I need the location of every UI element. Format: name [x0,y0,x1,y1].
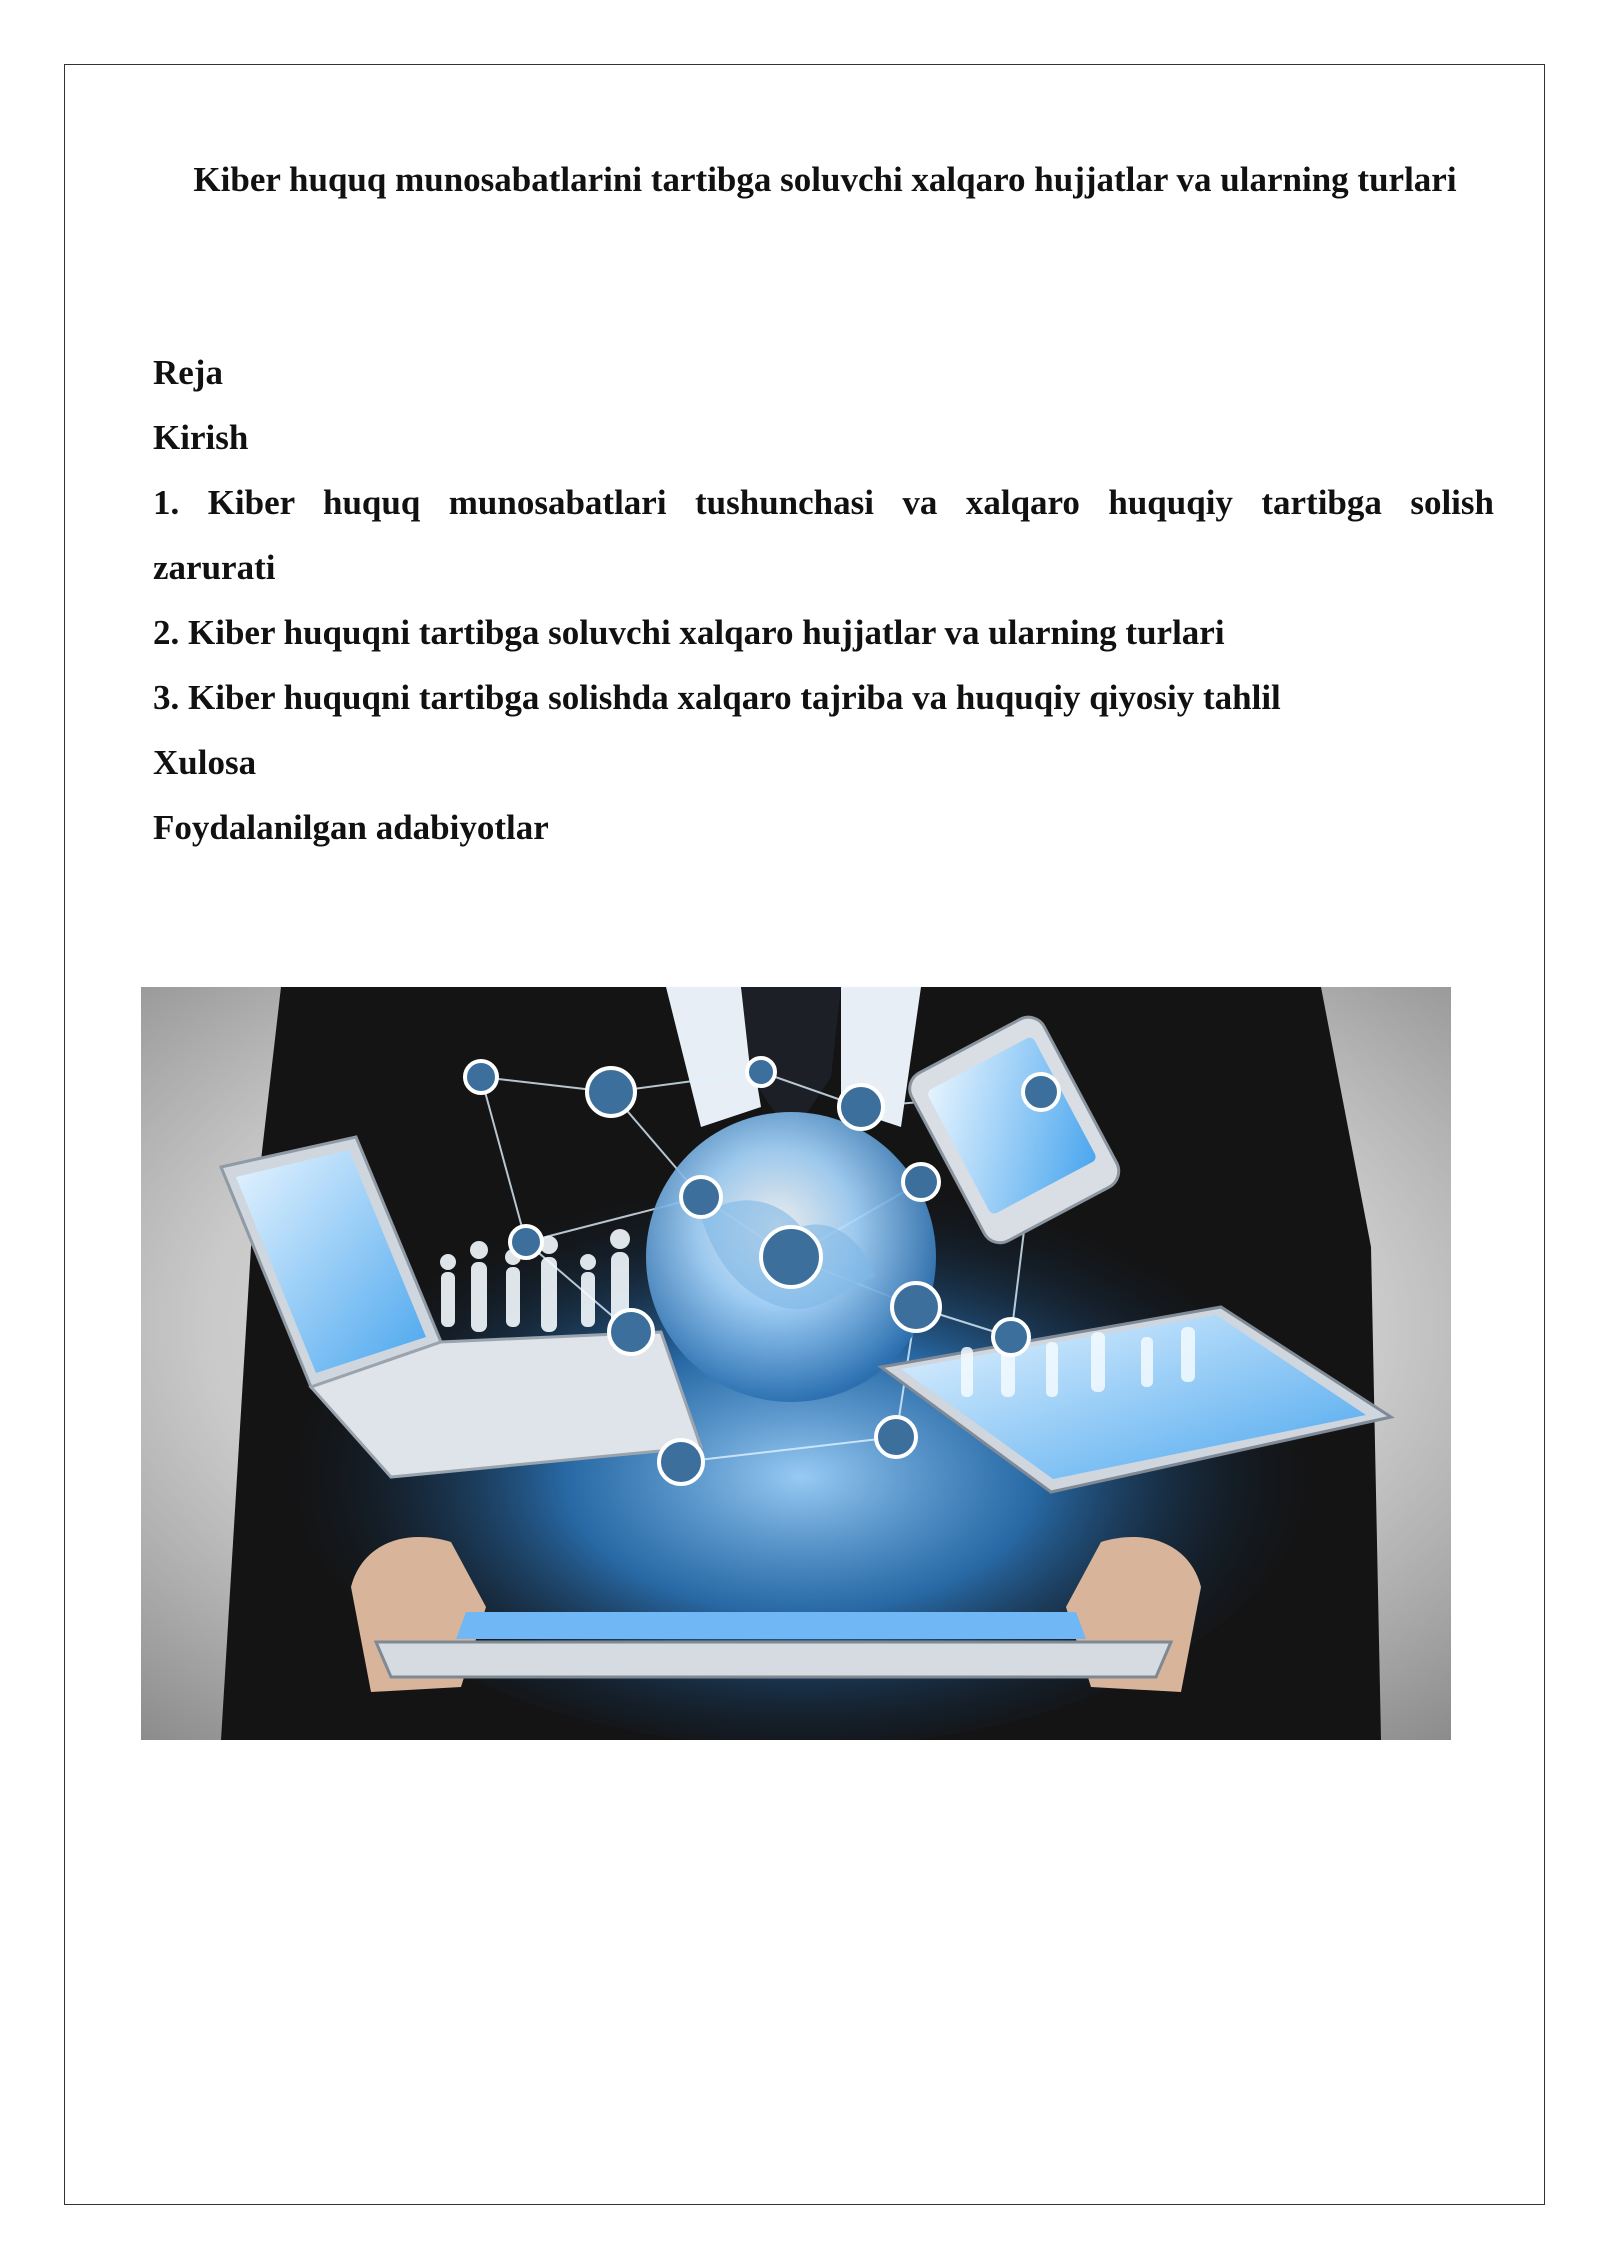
plan-item-2: 2. Kiber huquqni tartibga soluvchi xalqaro hujjatlar va ularning turlari [153,613,1225,652]
plan-item-1-line-2: zarurati [153,548,276,587]
plan-heading: Reja [153,353,223,392]
cyber-network-illustration [141,987,1451,1740]
plan-item-3: 3. Kiber huquqni tartibga solishda xalqaro tajriba va huquqiy qiyosiy tahlil [153,678,1281,717]
plan-intro: Kirish [153,418,249,457]
illustration-graphic [141,987,1451,1740]
plan-section [153,340,1494,860]
document-title: Kiber huquq munosabatlarini tartibga soluvchi xalqaro hujjatlar va ularning turlari [193,160,1457,199]
plan-conclusion: Xulosa [153,743,257,782]
plan-references: Foydalanilgan adabiyotlar [153,808,549,847]
plan-item-1-line-1: 1. Kiber huquq munosabatlari tushunchasi va xalqaro huquqiy tartibga solish [153,483,1494,522]
